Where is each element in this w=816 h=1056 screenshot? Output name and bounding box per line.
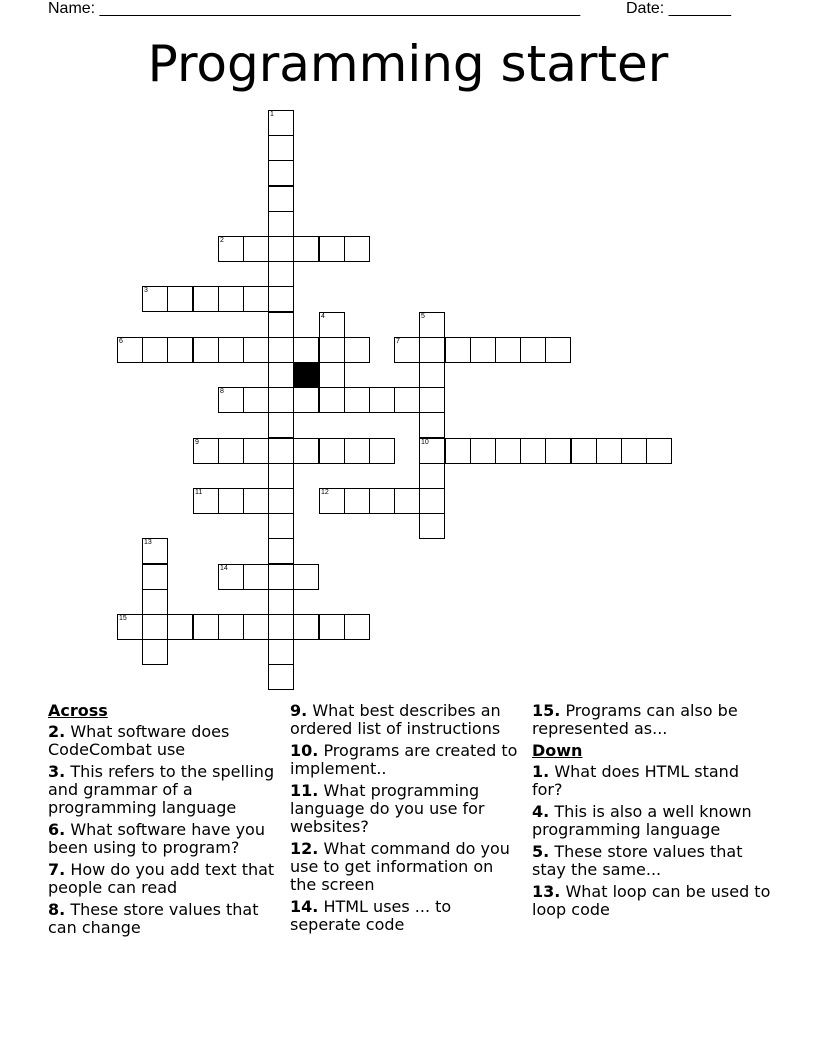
clue-number: 3 <box>144 287 148 294</box>
crossword-cell[interactable] <box>268 211 294 237</box>
crossword-cell[interactable] <box>419 513 445 539</box>
crossword-cell[interactable] <box>369 438 395 464</box>
crossword-cell[interactable] <box>419 337 445 363</box>
clue-down-1: 1. What does HTML stand for? <box>532 762 739 799</box>
clue-number: 7 <box>396 338 400 345</box>
crossword-cell[interactable] <box>218 438 244 464</box>
crossword-cell[interactable] <box>319 312 345 338</box>
crossword-cell[interactable] <box>545 337 571 363</box>
clue-across-7: 7. How do you add text that people can read <box>48 860 275 897</box>
crossword-cell[interactable] <box>117 337 143 363</box>
page-title: Programming starter <box>147 35 669 93</box>
crossword-cell[interactable] <box>344 236 370 262</box>
clue-across-11: 11. What programming language do you use for websites? <box>290 781 485 836</box>
crossword-cell[interactable] <box>193 438 219 464</box>
clue-number: 5 <box>421 313 425 320</box>
crossword-cell[interactable] <box>394 387 420 413</box>
crossword-cell[interactable] <box>243 286 269 312</box>
crossword-cell[interactable] <box>193 337 219 363</box>
crossword-cell[interactable] <box>243 438 269 464</box>
crossword-cell[interactable] <box>268 614 294 640</box>
name-field-line: Name: ______________________________________________________ <box>48 0 581 17</box>
crossword-cell[interactable] <box>596 438 622 464</box>
crossword-cell[interactable] <box>495 337 521 363</box>
crossword-cell[interactable] <box>243 337 269 363</box>
crossword-cell[interactable] <box>394 488 420 514</box>
crossword-cell[interactable] <box>218 488 244 514</box>
crossword-cell[interactable] <box>445 337 471 363</box>
crossword-cell[interactable] <box>268 664 294 690</box>
crossword-cell[interactable] <box>193 488 219 514</box>
crossword-cell[interactable] <box>268 412 294 438</box>
clue-across-6: 6. What software have you been using to program? <box>48 820 265 857</box>
crossword-cell[interactable] <box>268 463 294 489</box>
crossword-cell[interactable] <box>268 564 294 590</box>
crossword-cell[interactable] <box>268 286 294 312</box>
clue-across-3: 3. This refers to the spelling and grammar of a programming language <box>48 762 275 817</box>
crossword-cell[interactable] <box>218 387 244 413</box>
clue-across-9: 9. What best describes an ordered list of instructions <box>290 701 501 738</box>
crossword-cell[interactable] <box>419 362 445 388</box>
clue-number: 14 <box>220 565 228 572</box>
clues-column-1 <box>48 702 282 941</box>
down-heading: Down <box>532 741 583 760</box>
clue-number: 2 <box>220 237 224 244</box>
clue-number: 11 <box>195 489 203 496</box>
crossword-cell[interactable] <box>344 387 370 413</box>
clue-number: 6 <box>119 338 123 345</box>
crossword-cell[interactable] <box>268 261 294 287</box>
crossword-cell[interactable] <box>268 135 294 161</box>
clue-across-8: 8. These store values that can change <box>48 900 259 937</box>
crossword-cell[interactable] <box>520 337 546 363</box>
crossword-cell[interactable] <box>142 538 168 564</box>
crossword-cell[interactable] <box>646 438 672 464</box>
crossword-cell[interactable] <box>142 337 168 363</box>
crossword-cell[interactable] <box>419 463 445 489</box>
crossword-cell[interactable] <box>268 236 294 262</box>
crossword-cell[interactable] <box>344 337 370 363</box>
crossword-cell[interactable] <box>293 387 319 413</box>
crossword-cell[interactable] <box>369 387 395 413</box>
crossword-cell[interactable] <box>344 488 370 514</box>
crossword-cell[interactable] <box>445 438 471 464</box>
crossword-cell[interactable] <box>218 286 244 312</box>
crossword-cell[interactable] <box>243 564 269 590</box>
crossword-cell[interactable] <box>394 337 420 363</box>
crossword-cell[interactable] <box>268 110 294 136</box>
crossword-cell[interactable] <box>243 614 269 640</box>
crossword-cell[interactable] <box>243 387 269 413</box>
clue-down-5: 5. These store values that stay the same... <box>532 842 743 879</box>
crossword-cell[interactable] <box>268 488 294 514</box>
crossword-cell[interactable] <box>419 488 445 514</box>
crossword-cell[interactable] <box>268 513 294 539</box>
crossword-cell[interactable] <box>419 412 445 438</box>
clues-column-2 <box>290 702 524 938</box>
crossword-cell[interactable] <box>495 438 521 464</box>
crossword-cell[interactable] <box>268 337 294 363</box>
crossword-cell[interactable] <box>419 387 445 413</box>
clue-number: 4 <box>321 313 325 320</box>
crossword-cell[interactable] <box>571 438 597 464</box>
clue-across-2: 2. What software does CodeCombat use <box>48 722 230 759</box>
crossword-cell[interactable] <box>268 387 294 413</box>
clue-number: 9 <box>195 439 199 446</box>
clue-number: 12 <box>321 489 329 496</box>
date-field-line: Date: _______ <box>626 0 731 17</box>
across-heading: Across <box>48 701 108 720</box>
crossword-cell[interactable] <box>142 614 168 640</box>
clue-number: 8 <box>220 388 224 395</box>
crossword-cell[interactable] <box>268 639 294 665</box>
crossword-cell[interactable] <box>268 186 294 212</box>
clue-number: 1 <box>270 111 274 118</box>
crossword-cell[interactable] <box>167 614 193 640</box>
crossword-cell[interactable] <box>470 337 496 363</box>
crossword-cell[interactable] <box>369 488 395 514</box>
clue-number: 10 <box>421 439 429 446</box>
crossword-cell[interactable] <box>293 438 319 464</box>
clues-column-3 <box>532 702 772 923</box>
crossword-cell[interactable] <box>268 312 294 338</box>
crossword-cell[interactable] <box>218 614 244 640</box>
crossword-cell[interactable] <box>470 438 496 464</box>
clue-across-12: 12. What command do you use to get information on the screen <box>290 839 510 894</box>
crossword-cell[interactable] <box>319 438 345 464</box>
crossword-cell[interactable] <box>117 614 143 640</box>
crossword-cell[interactable] <box>319 337 345 363</box>
crossword-cell[interactable] <box>293 614 319 640</box>
clue-down-4: 4. This is also a well known programming language <box>532 802 752 839</box>
crossword-cell[interactable] <box>243 236 269 262</box>
crossword-cell[interactable] <box>319 614 345 640</box>
crossword-cell[interactable] <box>193 614 219 640</box>
crossword-cell[interactable] <box>167 286 193 312</box>
crossword-cell[interactable] <box>319 236 345 262</box>
crossword-cell[interactable] <box>268 589 294 615</box>
crossword-cell[interactable] <box>621 438 647 464</box>
clue-across-14: 14. HTML uses ... to seperate code <box>290 897 452 934</box>
crossword-cell[interactable] <box>419 438 445 464</box>
crossword-cell[interactable] <box>419 312 445 338</box>
crossword-cell[interactable] <box>142 564 168 590</box>
crossword-cell[interactable] <box>293 236 319 262</box>
crossword-cell[interactable] <box>319 362 345 388</box>
crossword-cell[interactable] <box>167 337 193 363</box>
clue-across-10: 10. Programs are created to implement.. <box>290 741 518 778</box>
crossword-cell[interactable] <box>344 614 370 640</box>
crossword-cell[interactable] <box>142 639 168 665</box>
crossword-block <box>293 362 319 388</box>
clue-number: 15 <box>119 615 127 622</box>
clue-number: 13 <box>144 539 152 546</box>
crossword-cell[interactable] <box>268 160 294 186</box>
crossword-cell[interactable] <box>218 236 244 262</box>
crossword-cell[interactable] <box>293 564 319 590</box>
clue-across-15: 15. Programs can also be represented as... <box>532 701 738 738</box>
crossword-cell[interactable] <box>545 438 571 464</box>
clue-down-13: 13. What loop can be used to loop code <box>532 882 771 919</box>
crossword-cell[interactable] <box>142 589 168 615</box>
crossword-cell[interactable] <box>520 438 546 464</box>
crossword-cell[interactable] <box>243 488 269 514</box>
crossword-cell[interactable] <box>268 538 294 564</box>
crossword-cell[interactable] <box>218 337 244 363</box>
crossword-cell[interactable] <box>218 564 244 590</box>
crossword-cell[interactable] <box>344 438 370 464</box>
crossword-cell[interactable] <box>319 387 345 413</box>
crossword-cell[interactable] <box>193 286 219 312</box>
crossword-cell[interactable] <box>268 362 294 388</box>
crossword-cell[interactable] <box>142 286 168 312</box>
crossword-cell[interactable] <box>319 488 345 514</box>
crossword-cell[interactable] <box>268 438 294 464</box>
crossword-cell[interactable] <box>293 337 319 363</box>
